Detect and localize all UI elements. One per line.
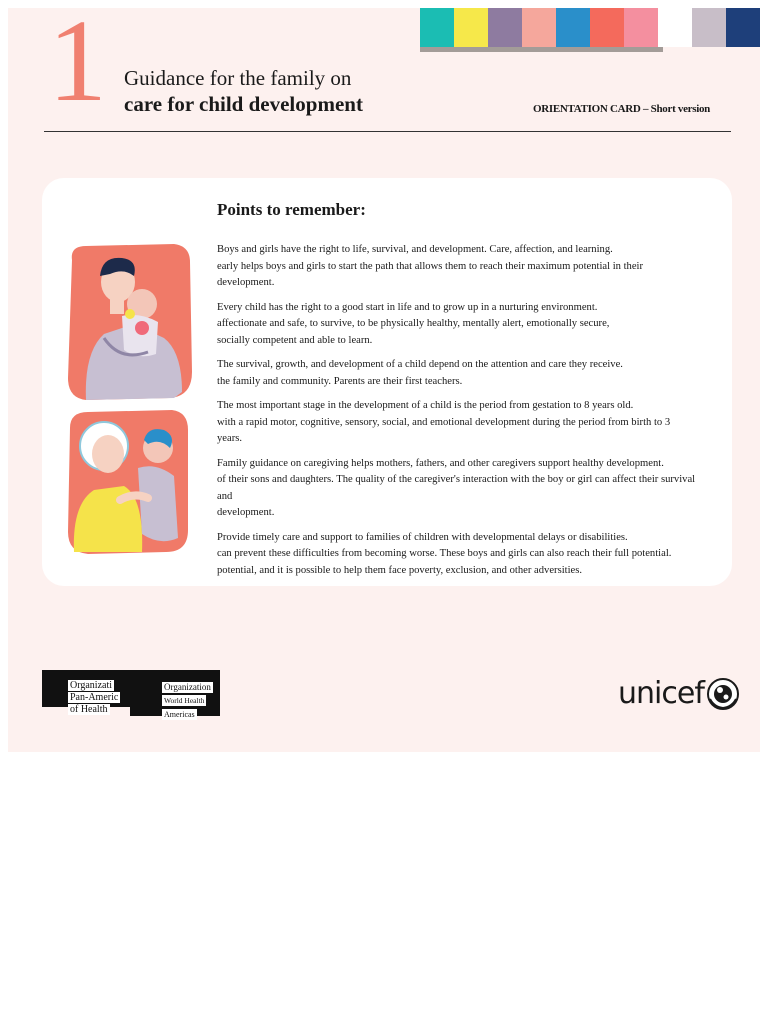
unicef-wordmark: unicef	[618, 676, 704, 711]
point-line: potential, and it is possible to help them face poverty, exclusion, and other adversities.	[217, 564, 582, 576]
who-text-3: Americas	[164, 710, 195, 719]
color-swatch-strip	[420, 8, 760, 47]
color-swatch	[590, 8, 624, 47]
point-paragraph	[217, 530, 707, 580]
point-line: the family and community. Parents are their first teachers.	[217, 375, 463, 387]
unicef-emblem-icon	[706, 677, 740, 711]
color-swatch	[692, 8, 726, 47]
paho-who-logo	[42, 670, 222, 719]
title-line-1: Guidance for the family on	[124, 66, 352, 90]
color-swatch	[488, 8, 522, 47]
card-number: 1	[48, 0, 107, 126]
point-line: years.	[217, 433, 242, 444]
point-line: development.	[217, 507, 275, 518]
point-line: of their sons and daughters. The quality of the caregiver's interaction with the boy or girl can affect their survival and	[217, 474, 696, 502]
color-swatch	[556, 8, 590, 47]
point-line: Every child has the right to a good start in life and to grow up in a nurturing environment.	[217, 301, 598, 313]
point-line: development.	[217, 277, 275, 288]
points-title: Points to remember:	[217, 200, 366, 219]
unicef-logo	[618, 676, 740, 711]
paho-text-3: of Health	[70, 704, 108, 715]
card-type-label: ORIENTATION CARD – Short version	[533, 103, 711, 115]
color-swatch	[522, 8, 556, 47]
color-swatch	[624, 8, 658, 47]
point-line: can prevent these difficulties from becoming worse. These boys and girls can also reach their full potential.	[217, 548, 672, 559]
color-swatch	[420, 8, 454, 47]
point-paragraph	[217, 242, 707, 292]
points-paragraphs	[217, 242, 707, 587]
points-panel	[42, 178, 732, 586]
point-line: affectionate and safe, to survive, to be physically healthy, mentally alert, emotionally secure,	[217, 318, 610, 329]
title-line-2: care for child development	[124, 92, 363, 116]
orientation-card	[8, 0, 760, 752]
paho-text-2: Pan-Americ	[70, 692, 119, 703]
point-paragraph	[217, 300, 707, 350]
father-baby-illustration	[64, 242, 194, 402]
point-paragraph	[217, 456, 707, 522]
header-divider	[44, 131, 731, 132]
point-line: The survival, growth, and development of a child depend on the attention and care they receive.	[217, 359, 623, 370]
color-swatch	[726, 8, 760, 47]
point-line: Family guidance on caregiving helps mothers, fathers, and other caregivers support healthy development.	[217, 457, 664, 469]
color-swatch	[658, 8, 692, 47]
point-line: Boys and girls have the right to life, survival, and development. Care, affection, and learning.	[217, 244, 613, 255]
who-text-1: Organization	[164, 682, 211, 692]
point-paragraph	[217, 357, 707, 390]
color-swatch	[454, 8, 488, 47]
grandmother-child-illustration	[64, 406, 194, 556]
point-line: socially competent and able to learn.	[217, 334, 373, 346]
point-line: with a rapid motor, cognitive, sensory, social, and emotional development during the period from birth to 3	[217, 416, 671, 428]
swatch-underline	[420, 47, 663, 52]
point-line: Provide timely care and support to families of children with developmental delays or disabilities.	[217, 531, 628, 543]
paho-text-1: Organizati	[70, 680, 113, 691]
point-paragraph	[217, 398, 707, 448]
who-text-2: World Health	[164, 696, 205, 705]
point-line: early helps boys and girls to start the path that allows them to reach their maximum potential in their	[217, 260, 644, 272]
point-line: The most important stage in the development of a child is the period from gestation to 8 years old.	[217, 400, 634, 411]
